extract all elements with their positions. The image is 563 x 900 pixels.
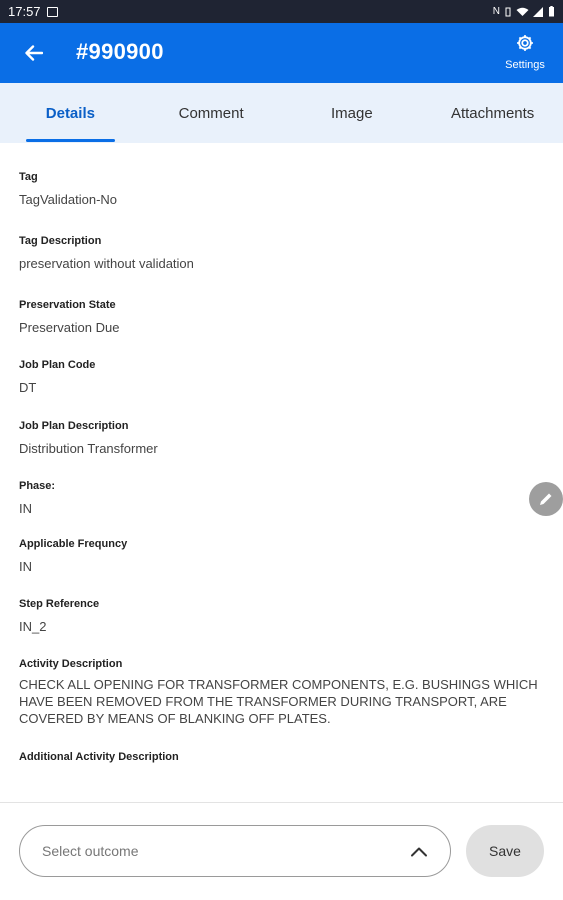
page-title: #990900: [76, 39, 164, 64]
field-label: Phase:: [19, 480, 56, 492]
field-value: IN: [19, 559, 32, 574]
save-button[interactable]: Save: [466, 825, 544, 877]
back-button[interactable]: [18, 38, 50, 68]
field-label: Applicable Frequncy: [19, 538, 128, 550]
field-activity-description: [19, 658, 539, 727]
field-applicable-frequency: [19, 538, 539, 575]
app-bar: [0, 23, 563, 83]
tab-bar: [0, 83, 563, 143]
edit-button[interactable]: [529, 482, 563, 516]
field-step-reference: [19, 598, 539, 635]
field-value: TagValidation-No: [19, 192, 118, 207]
field-value: IN_2: [19, 619, 47, 634]
nfc-indicator: N: [492, 6, 500, 17]
chevron-up-icon: [410, 846, 428, 857]
tab-image[interactable]: Image: [331, 104, 373, 122]
field-tag: [19, 171, 539, 208]
field-label: Job Plan Code: [19, 359, 96, 371]
field-additional-activity-description: [19, 751, 539, 771]
tab-comment[interactable]: Comment: [178, 104, 244, 122]
settings-label: Settings: [505, 59, 545, 71]
field-label: Activity Description: [19, 658, 123, 670]
field-value: preservation without validation: [19, 256, 194, 271]
status-time: 17:57: [8, 4, 41, 19]
back-arrow-icon: [25, 45, 43, 61]
field-phase: [19, 480, 539, 517]
field-value: IN: [19, 501, 32, 516]
status-bar: [0, 0, 563, 23]
footer-divider: [0, 802, 563, 803]
outcome-select[interactable]: [19, 825, 451, 877]
battery-icon: [548, 6, 555, 17]
field-value: CHECK ALL OPENING FOR TRANSFORMER COMPONENTS, E.G. BUSHINGS WHICH HAVE BEEN REMOVED FROM THE TRANSFORMER DURING TRANSPORT, ARE COVERED BY MEANS OF BLANKING OFF PLATES.: [19, 677, 538, 726]
wifi-icon: [516, 7, 529, 17]
tab-details[interactable]: Details: [0, 83, 141, 143]
field-job-plan-description: [19, 420, 539, 457]
tab-attachments[interactable]: Attachments: [450, 104, 535, 122]
field-value: Preservation Due: [19, 320, 120, 335]
field-value: DT: [19, 380, 37, 395]
vibrate-icon: [504, 7, 512, 17]
gallery-notification-icon: [47, 7, 58, 17]
outcome-placeholder: Select outcome: [42, 843, 139, 859]
field-value: Distribution Transformer: [19, 441, 158, 456]
field-label: Preservation State: [19, 299, 116, 311]
field-job-plan-code: [19, 359, 539, 396]
field-label: Additional Activity Description: [19, 751, 179, 763]
field-label: Job Plan Description: [19, 420, 129, 432]
field-tag-description: [19, 235, 539, 272]
gear-icon: [515, 33, 535, 53]
field-label: Tag Description: [19, 235, 102, 247]
cell-signal-icon: [533, 7, 544, 17]
field-preservation-state: [19, 299, 539, 336]
field-label: Step Reference: [19, 598, 100, 610]
settings-button[interactable]: [503, 33, 547, 71]
field-label: Tag: [19, 171, 38, 183]
pencil-icon: [538, 491, 554, 507]
